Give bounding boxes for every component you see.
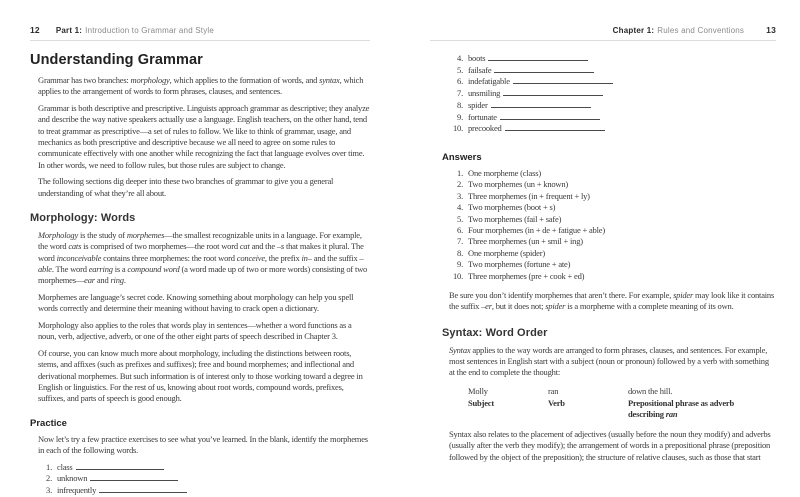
answer-item [449, 202, 776, 213]
answer-item [449, 191, 776, 202]
paragraph: Be sure you don’t identify morphemes that aren’t there. For example, spider may look like it contains the suffix –er, but it does not; spider is a morpheme with a complete meaning of its own. [449, 289, 775, 312]
practice-item-word: unsmiling [468, 88, 501, 99]
sub-heading-practice: Practice [30, 417, 67, 429]
running-header-right [430, 0, 776, 41]
practice-item-blank [494, 65, 594, 73]
paragraph: Syntax applies to the way words are arranged to form phrases, clauses, and sentences. For example, most sentences in English start with a subject (noun or pronoun) followed by a verb with something at the end to complete the thought: [449, 344, 769, 378]
sub-heading-answers: Answers [442, 151, 482, 163]
practice-item-word: boots [468, 53, 486, 63]
practice-item-word: precooked [468, 123, 502, 134]
practice-item [38, 485, 370, 497]
practice-item-word: failsafe [468, 64, 492, 75]
paragraph: Morphology also applies to the roles that words play in sentences—whether a word functions as a noun, verb, adjective, adverb, or one of the other eight parts of speech described in Chapter 3. [38, 320, 352, 342]
page-right [430, 0, 776, 478]
answer-item-text: Three morphemes (in + frequent + ly) [468, 190, 590, 201]
example-phrase-words: down the hill. [628, 386, 673, 397]
paragraph: The following sections dig deeper into these two branches of grammar to give you a general understanding of what they’re all about. [38, 176, 334, 198]
answer-item-number: 8. [457, 247, 463, 258]
practice-item-number: 1. [46, 461, 52, 472]
paragraph: Grammar is both descriptive and prescriptive. Linguists approach grammar as descriptive; they analyze and describe the way native speakers actually use a language. English teachers, on the other hand, tend to treat grammar as prescriptive—a set of rules to follow. We like to think of grammar, usage, and mechanics as both prescriptive and descriptive because we all need to agree on some rules to communicate effectively with one another while recognizing the fact that language evolves over time. In other words, we need to follow rules, but those rules are subject to change. [38, 103, 370, 170]
answer-item-number: 2. [457, 179, 463, 190]
answer-item-text: Two morphemes (fortune + ate) [468, 259, 571, 270]
paragraph: Grammar has two branches: morphology, which applies to the formation of words, and syntax, which applies to the arrangement of words to form phrases, clauses, and sentences. [38, 75, 364, 97]
answer-item-text: Four morphemes (in + de + fatigue + able) [468, 224, 605, 235]
answer-item-text: Two morphemes (un + known) [468, 179, 569, 190]
syntax-body-copy [449, 345, 776, 379]
practice-item-word: fortunate [468, 111, 497, 122]
paragraph: Now let’s try a few practice exercises to see what you’ve learned. In the blank, identify the morphemes in each of the following words. [38, 433, 368, 455]
practice-list-right [449, 53, 776, 135]
practice-item-blank [488, 53, 588, 61]
practice-item-number: 5. [457, 64, 463, 75]
practice-item [38, 473, 370, 485]
practice-item [449, 100, 776, 112]
practice-item [449, 76, 776, 88]
example-verb-label: Verb [548, 397, 565, 408]
practice-item-word: infrequently [57, 485, 97, 496]
paragraph: Morphemes are language’s secret code. Knowing something about morphology can help you spell words correctly and determine their meaning without having to crack open a dictionary. [38, 291, 354, 314]
answer-item-number: 7. [457, 236, 463, 247]
example-subject-word: Molly [468, 386, 488, 397]
answer-item [449, 168, 776, 179]
practice-item-number: 4. [457, 53, 463, 63]
practice-item-number: 6. [457, 76, 463, 87]
running-header-left [30, 0, 370, 41]
practice-item-blank [491, 100, 591, 108]
section-heading-morphology: Morphology: Words [30, 211, 136, 224]
answers-note [449, 290, 776, 313]
answer-item [449, 236, 776, 247]
answer-item [449, 248, 776, 259]
paragraph: Morphology is the study of morphemes—the smallest recognizable units in a language. For example, the word cats is comprised of two morphemes—the root word cat and the –s that makes it plural. The word inconceivable contains three morphemes: the root word conceive, the prefix in– and the suffix –able. The word earring is a compound word (a word made up of two or more words) consisting of two morphemes—ear and ring. [38, 229, 368, 286]
example-phrase-label-line2: describing ran [628, 409, 678, 420]
practice-item-blank [513, 76, 613, 84]
example-subject-label: Subject [468, 397, 494, 408]
page-left [30, 0, 370, 496]
practice-intro [38, 434, 370, 457]
practice-item-number: 8. [457, 99, 463, 110]
answers-list [449, 168, 776, 282]
practice-item-word: class [57, 461, 73, 472]
practice-list-left [38, 462, 370, 497]
practice-item-word: unknown [57, 473, 88, 484]
practice-item-number: 2. [46, 473, 52, 484]
practice-item-number: 7. [457, 88, 463, 99]
paragraph: Of course, you can know much more about morphology, including the distinctions between roots, stems, and affixes (such as prefixes and suffixes); free and bound morphemes; and inflectional and derivational morphemes. But such information is of interest only to those working toward a degree in English or linguistics. For the rest of us, knowing about root words, compound words, prefixes, suffixes, and parts of speech is good enough. [38, 348, 363, 404]
practice-item [449, 65, 776, 77]
answer-item-number: 9. [457, 259, 463, 270]
practice-item-word: spider [468, 99, 488, 110]
practice-item-number: 9. [457, 111, 463, 122]
chapter-title: Understanding Grammar [30, 52, 203, 68]
answer-item-number: 3. [457, 190, 463, 201]
practice-item-blank [500, 112, 600, 120]
practice-item-blank [503, 88, 603, 96]
answer-item-text: Three morphemes (pre + cook + ed) [468, 270, 585, 281]
answer-item-number: 6. [457, 224, 463, 235]
example-labels-row [468, 398, 776, 421]
practice-item [449, 88, 776, 100]
answer-item-text: One morpheme (class) [468, 167, 541, 178]
answer-item-text: Two morphemes (fail + safe) [468, 213, 562, 224]
practice-item [38, 462, 370, 474]
morphology-body-copy [38, 230, 370, 405]
answer-item [449, 214, 776, 225]
answer-item [449, 225, 776, 236]
practice-item-blank [76, 462, 164, 470]
practice-item-blank [505, 123, 605, 131]
answer-item [449, 271, 776, 282]
page-number: 13 [766, 25, 776, 35]
practice-item [449, 123, 776, 135]
running-header-chapter-title: Rules and Conventions [657, 26, 745, 35]
answer-item-text: Two morphemes (boot + s) [468, 202, 556, 213]
practice-item-word: indefatigable [468, 76, 510, 87]
practice-item [449, 112, 776, 124]
syntax-example [468, 386, 776, 421]
answer-item-number: 4. [457, 202, 463, 213]
running-header-chapter-label: Chapter 1: [612, 26, 655, 35]
page-number: 12 [30, 25, 40, 35]
practice-item-number: 10. [452, 123, 463, 134]
example-sentence-row [468, 386, 776, 398]
answer-item [449, 179, 776, 190]
example-phrase-label-line1: Prepositional phrase as adverb [628, 397, 735, 408]
example-verb-word: ran [548, 386, 559, 397]
example-phrase-label [628, 398, 788, 421]
answer-item-text: One morpheme (spider) [468, 247, 545, 258]
practice-item [449, 53, 776, 65]
paragraph: Syntax also relates to the placement of adjectives (usually before the noun they modify) and adverbs (usually after the verb they modify); the arrangement of words in a prepositional phrase (preposition followed by the object of the preposition); the structure of relative clauses, such as those that start [449, 428, 771, 462]
answer-item-text: Three morphemes (un + smil + ing) [468, 236, 583, 247]
running-header-part-label: Part 1: [55, 26, 83, 35]
answer-item-number: 5. [457, 213, 463, 224]
section-heading-syntax: Syntax: Word Order [442, 326, 548, 339]
answer-item-number: 1. [457, 167, 463, 178]
answer-item [449, 259, 776, 270]
running-header-part-title: Introduction to Grammar and Style [85, 26, 215, 35]
practice-item-blank [90, 473, 178, 481]
practice-item-blank [99, 485, 187, 493]
answer-item-number: 10. [452, 270, 463, 281]
syntax-outro [449, 429, 776, 463]
practice-item-number: 3. [46, 485, 52, 496]
left-body-copy [38, 75, 370, 199]
